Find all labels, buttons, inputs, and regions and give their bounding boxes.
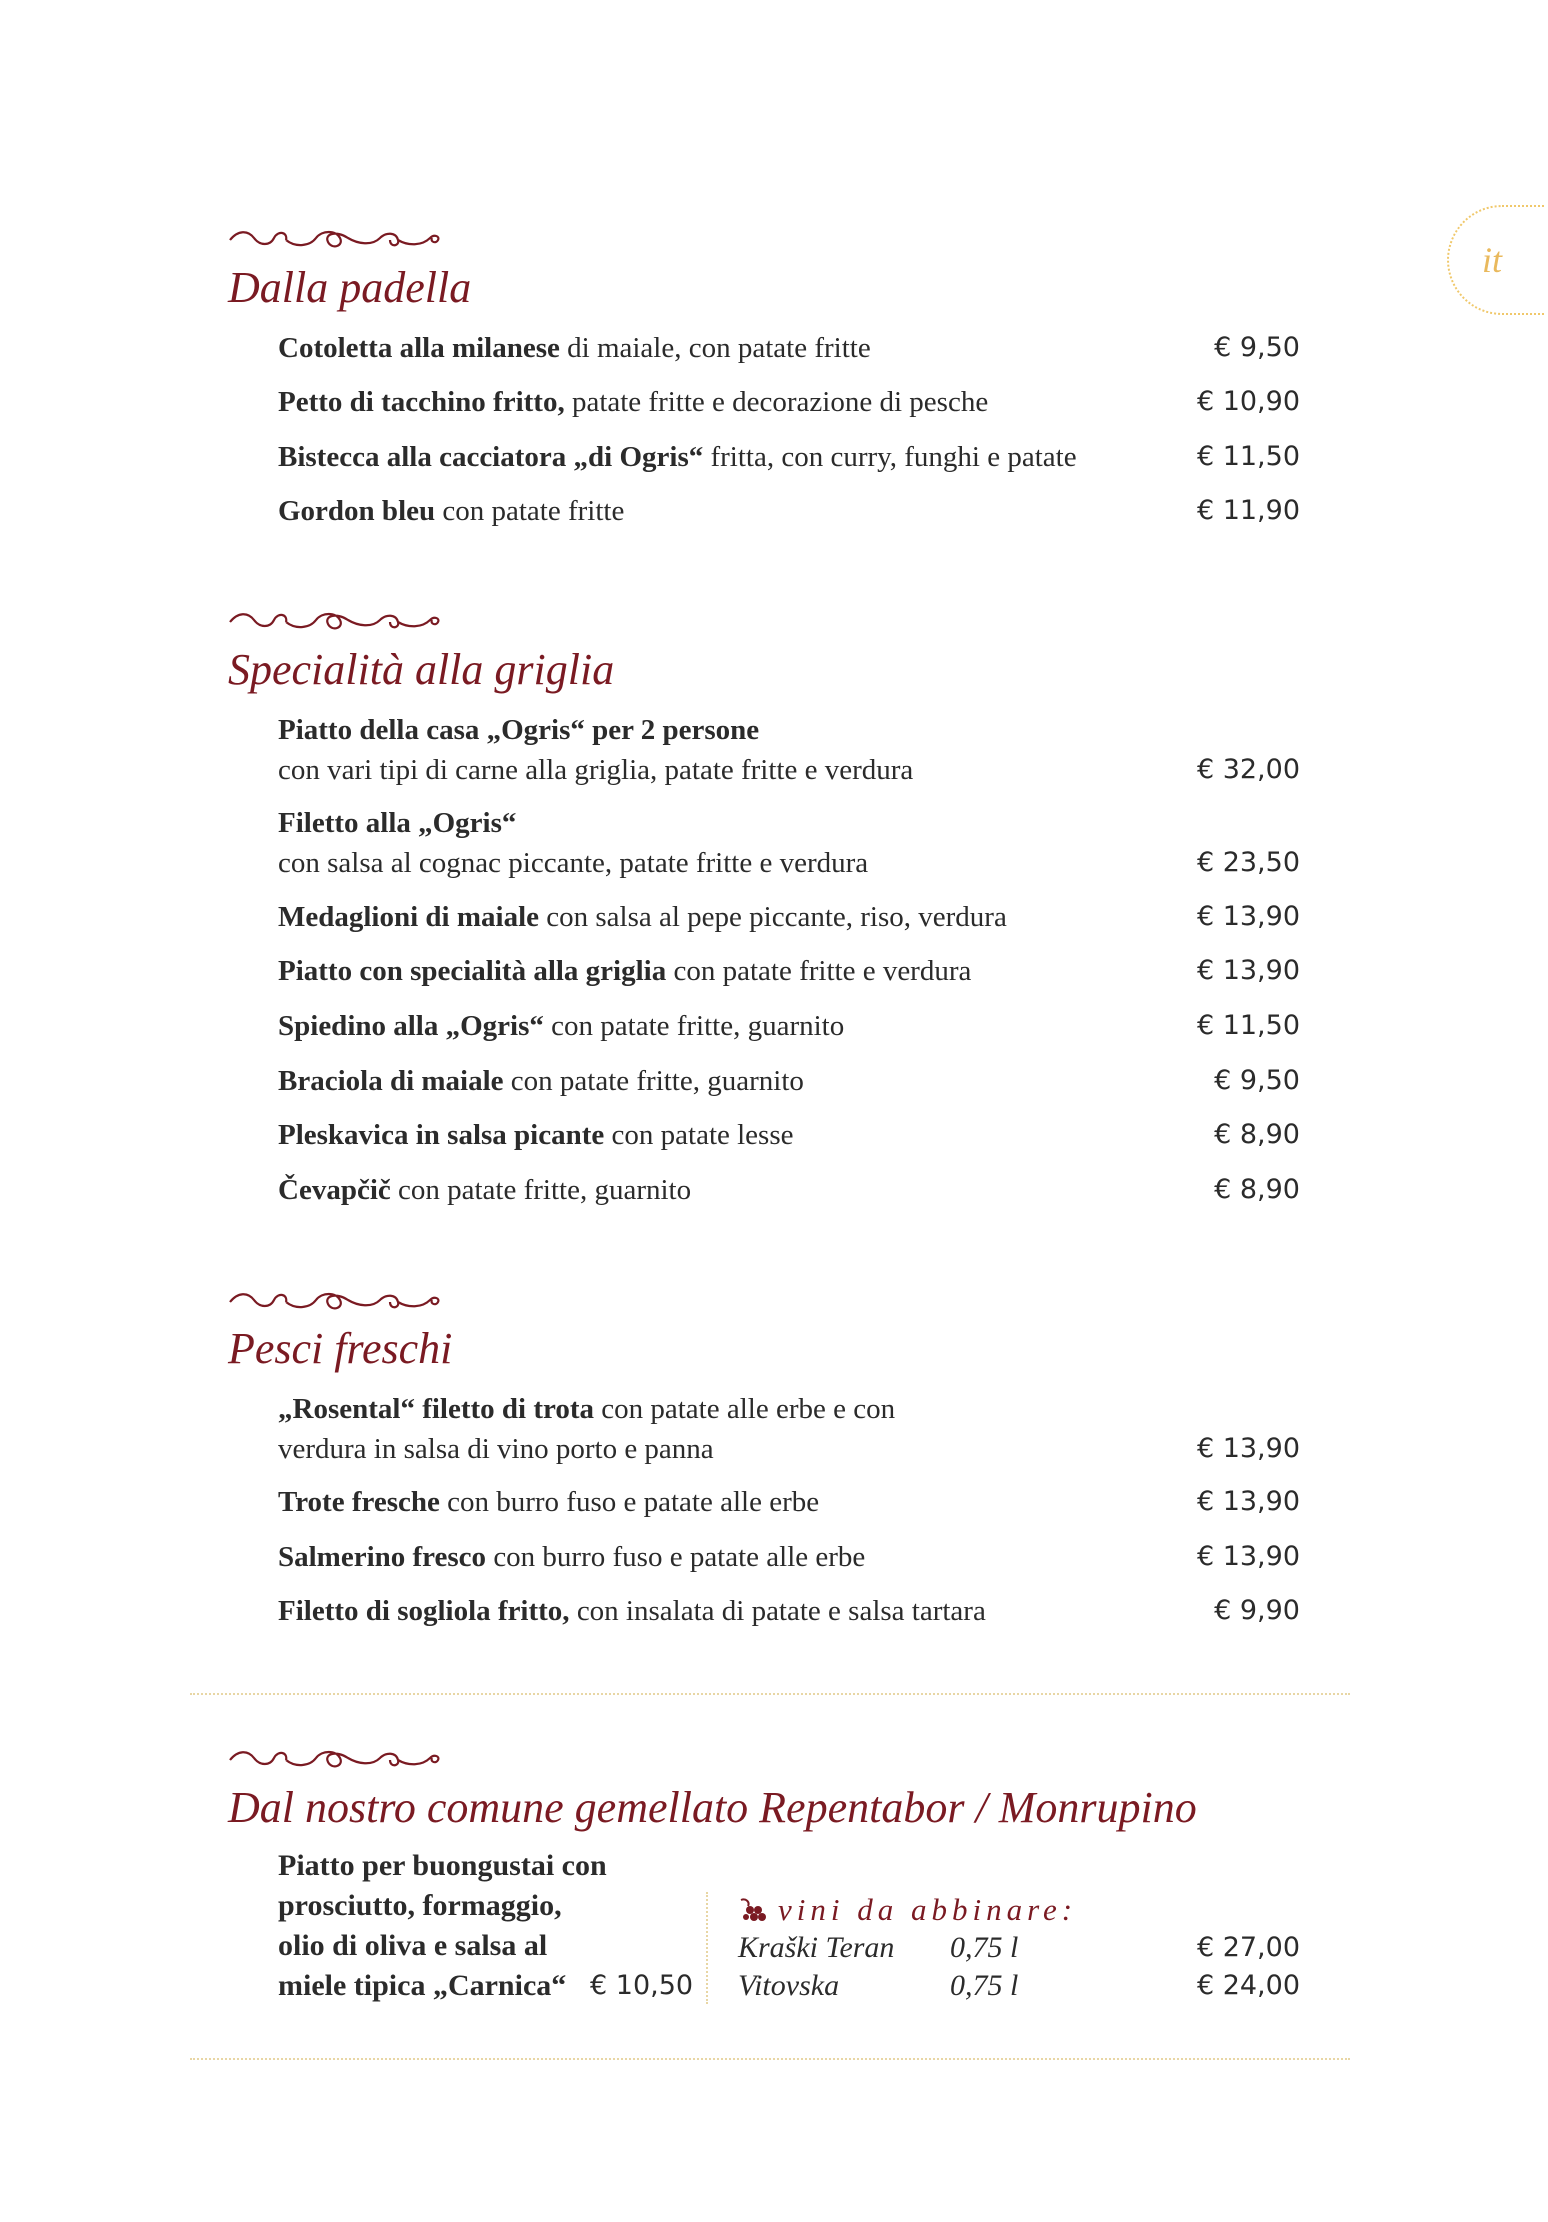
dish-name: Pleskavica in salsa picante — [278, 1119, 605, 1151]
dish-description: di maiale, con patate fritte — [559, 332, 871, 364]
dotted-vertical-separator — [706, 1892, 708, 2004]
wine-volume: 0,75 l — [950, 1931, 1019, 1964]
gourmet-line: Piatto per buongustai con — [278, 1849, 607, 1882]
menu-item — [278, 491, 1300, 531]
menu-item — [278, 803, 1300, 883]
dish-price: € 9,50 — [1214, 1065, 1300, 1096]
menu-item — [278, 1061, 1300, 1101]
ornament-divider-2 — [226, 608, 442, 634]
dish-description: con burro fuso e patate alle erbe — [486, 1541, 866, 1573]
menu-item — [278, 1591, 1300, 1631]
dish-price: € 32,00 — [1196, 754, 1300, 785]
dish-name: Filetto alla „Ogris“ — [278, 807, 517, 839]
section-title-pesci-freschi: Pesci freschi — [228, 1324, 453, 1373]
dish-description: con patate lesse — [604, 1119, 794, 1151]
dish-price: € 11,90 — [1196, 495, 1300, 526]
dish-description: fritta, con curry, funghi e patate — [703, 441, 1077, 473]
dotted-divider-top — [190, 1693, 1350, 1701]
ornament-divider-3 — [226, 1288, 442, 1314]
dish-description: con patate fritte — [435, 495, 625, 527]
dish-name: Piatto della casa „Ogris“ per 2 persone — [278, 714, 760, 746]
dish-price: € 9,90 — [1214, 1595, 1300, 1626]
dish-name: Salmerino fresco — [278, 1541, 487, 1573]
dish-description-line2: con vari tipi di carne alla griglia, patate fritte e verdura — [278, 754, 914, 786]
ornament-divider-1 — [226, 226, 442, 252]
dish-description: con patate fritte, guarnito — [390, 1174, 692, 1206]
dish-name: Braciola di maiale — [278, 1065, 504, 1097]
dish-price: € 8,90 — [1214, 1174, 1300, 1205]
wine-volume: 0,75 l — [950, 1969, 1019, 2002]
dish-price: € 13,90 — [1196, 955, 1300, 986]
dish-price: € 13,90 — [1196, 1486, 1300, 1517]
dish-price: € 8,90 — [1214, 1119, 1300, 1150]
menu-item — [278, 328, 1300, 368]
dotted-divider-bottom — [190, 2058, 1350, 2066]
dish-description: con salsa al pepe piccante, riso, verdura — [539, 901, 1007, 933]
dish-price: € 13,90 — [1196, 1541, 1300, 1572]
gourmet-line: olio di oliva e salsa al — [278, 1929, 548, 1962]
language-badge — [1447, 205, 1545, 315]
gourmet-price: € 10,50 — [590, 1970, 694, 2001]
dish-price: € 13,90 — [1196, 1433, 1300, 1464]
dish-name: Piatto con specialità alla griglia — [278, 955, 667, 987]
dish-description: con burro fuso e patate alle erbe — [439, 1486, 820, 1518]
dish-name: Čevapčič — [278, 1174, 391, 1206]
menu-item — [278, 1537, 1300, 1577]
dish-name: Medaglioni di maiale — [278, 901, 539, 933]
language-code: it — [1481, 240, 1502, 280]
dish-description-line2: verdura in salsa di vino porto e panna — [278, 1433, 714, 1465]
wine-heading-text: vini da abbinare: — [778, 1892, 1078, 1927]
dish-description: con patate alle erbe e con — [594, 1393, 896, 1425]
section-title-specialita-alla-griglia: Specialità alla griglia — [228, 645, 615, 694]
wine-price: € 24,00 — [1196, 1970, 1300, 2001]
menu-item — [278, 382, 1300, 422]
wine-heading — [738, 1890, 1077, 1930]
dish-price: € 9,50 — [1214, 332, 1300, 363]
dish-name: Filetto di sogliola fritto, — [278, 1595, 570, 1627]
menu-item — [278, 1006, 1300, 1046]
dish-name: Gordon bleu — [278, 495, 436, 527]
gourmet-line: prosciutto, formaggio, — [278, 1889, 562, 1922]
dish-name: Spiedino alla „Ogris“ — [278, 1010, 544, 1042]
dish-price: € 10,90 — [1196, 386, 1300, 417]
menu-item — [278, 897, 1300, 937]
dish-name: Trote fresche — [278, 1486, 440, 1518]
dish-description: con patate fritte, guarnito — [503, 1065, 804, 1097]
menu-item — [278, 437, 1300, 477]
dish-name: „Rosental“ filetto di trota — [278, 1393, 594, 1425]
dish-description-line2: con salsa al cognac piccante, patate fritte e verdura — [278, 847, 869, 879]
menu-item — [278, 1482, 1300, 1522]
dish-name: Bistecca alla cacciatora „di Ogris“ — [278, 441, 704, 473]
menu-item — [278, 1389, 1300, 1469]
wine-name: Vitovska — [738, 1969, 840, 2002]
dish-description: patate fritte e decorazione di pesche — [564, 386, 989, 418]
ornament-divider-4 — [226, 1746, 442, 1772]
menu-item — [278, 1170, 1300, 1210]
gourmet-line: miele tipica „Carnica“ — [278, 1969, 567, 2002]
menu-item — [278, 710, 1300, 790]
section-title-repentabor: Dal nostro comune gemellato Repentabor / Monrupino — [228, 1783, 1197, 1832]
dish-description: con patate fritte, guarnito — [543, 1010, 845, 1042]
dish-description: con patate fritte e verdura — [666, 955, 972, 987]
dish-price: € 11,50 — [1196, 441, 1300, 472]
menu-item — [278, 1115, 1300, 1155]
dish-price: € 11,50 — [1196, 1010, 1300, 1041]
menu-item — [278, 951, 1300, 991]
dish-description: con insalata di patate e salsa tartara — [569, 1595, 986, 1627]
grape-icon — [738, 1896, 772, 1924]
wine-name: Kraški Teran — [738, 1931, 895, 1964]
dish-name: Cotoletta alla milanese — [278, 332, 560, 364]
dish-price: € 23,50 — [1196, 847, 1300, 878]
wine-price: € 27,00 — [1196, 1932, 1300, 1963]
section-title-dalla-padella: Dalla padella — [228, 263, 472, 312]
dish-name: Petto di tacchino fritto, — [278, 386, 565, 418]
dish-price: € 13,90 — [1196, 901, 1300, 932]
